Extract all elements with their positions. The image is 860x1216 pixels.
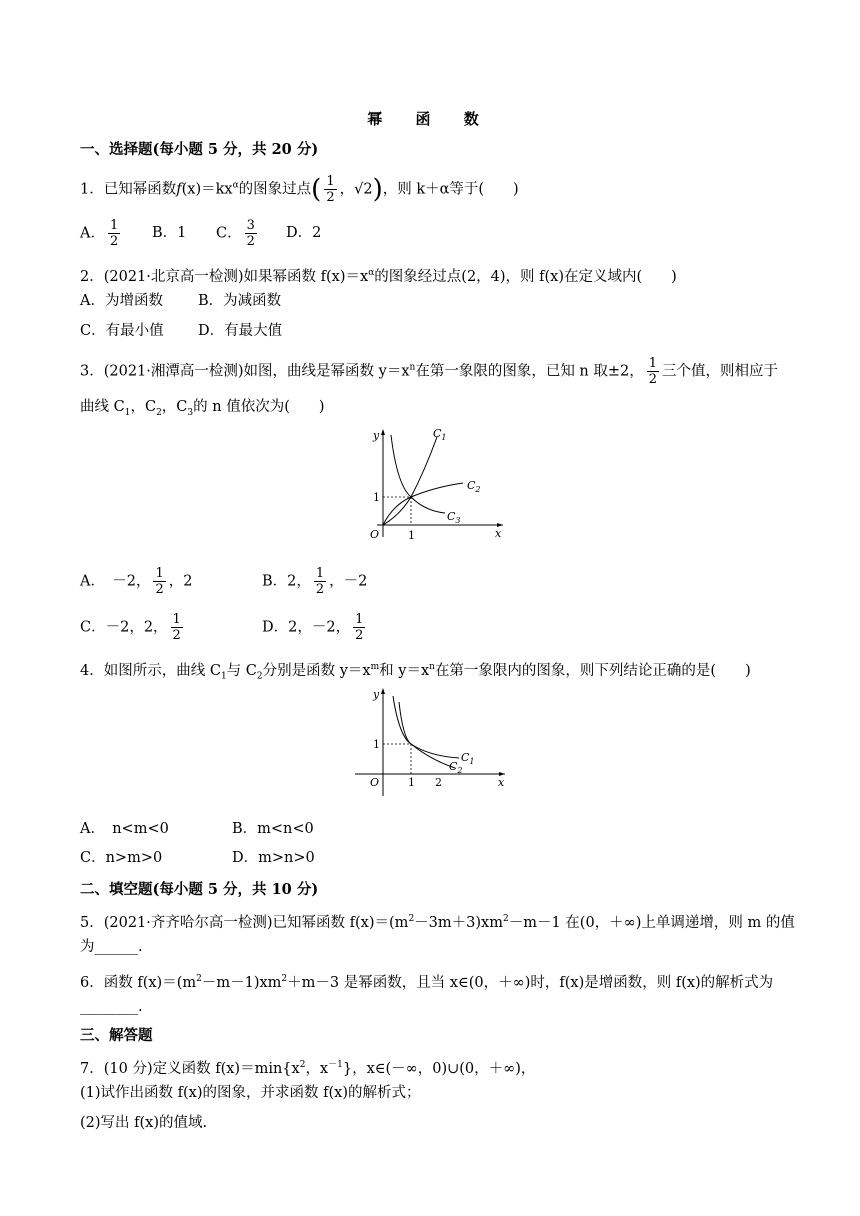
q7-t2: }，x∈(－∞，0)∪(0，＋∞)， — [342, 1060, 536, 1077]
q4-t3: 分别是函数 y＝x — [262, 662, 371, 679]
c2-sub: 2 — [457, 766, 463, 775]
right-bracket: ) — [372, 174, 383, 205]
q4-text: 4．如图所示，曲线 C — [80, 662, 221, 679]
tick-x-1: 1 — [408, 776, 415, 789]
question-7-part2: (2)写出 f(x)的值域. — [80, 1115, 208, 1131]
q3-fraction — [647, 356, 659, 387]
q1-option-c — [216, 218, 260, 249]
c1: C — [433, 427, 442, 440]
y-label: y — [373, 429, 380, 442]
q3-l2-post: 的 n 值依次为( ) — [193, 399, 325, 415]
sup: 2 — [502, 914, 509, 924]
question-4 — [80, 656, 751, 688]
q5-t2: －m－1 在(0，＋∞)上单调递增，则 m 的值 — [508, 914, 795, 931]
q1-mid: (x)＝kx — [181, 181, 233, 198]
q2-exp: α — [368, 268, 375, 278]
option-fraction — [245, 218, 257, 249]
frac-den: 2 — [315, 582, 325, 597]
question-6 — [80, 968, 773, 994]
q6-t2: ＋m－3 是幂函数，且当 x∈(0，＋∞)时，f(x)是增函数，则 f(x)的解析式为 — [287, 974, 774, 991]
sub: 1 — [220, 671, 227, 682]
frac-num: 1 — [172, 612, 181, 627]
q1-exp: α — [232, 180, 239, 191]
y-arrow — [381, 688, 385, 694]
q2-text: 2．(2021·北京高一检测)如果幂函数 f(x)＝x — [80, 268, 369, 285]
q1-sqrt: √2 — [354, 181, 373, 198]
section-heading-fill: 二、填空题(每小题 5 分，共 10 分) — [80, 881, 319, 898]
c2: C — [467, 479, 476, 492]
origin-label: O — [370, 528, 380, 541]
option-label: A． — [80, 225, 105, 242]
tick-y-1: 1 — [373, 738, 380, 751]
opt-frac — [314, 566, 326, 597]
y-label: y — [373, 688, 380, 701]
question-7 — [80, 1054, 535, 1080]
q3-option-c — [80, 612, 186, 643]
sup: n — [429, 662, 435, 672]
q2-option-c: C．有最小值 — [80, 323, 164, 339]
frac-num: 1 — [315, 566, 325, 581]
sub: 3 — [187, 407, 194, 418]
q2-option-a: A．为增函数 — [80, 293, 163, 309]
sup: 2 — [196, 974, 202, 984]
q1-option-d: D．2 — [286, 225, 322, 241]
q7-text: 7．(10 分)定义函数 f(x)＝min{x — [80, 1060, 300, 1077]
q4-graph — [355, 684, 510, 800]
q1-point-fraction — [324, 174, 336, 205]
sup: m — [370, 662, 380, 672]
opt-pre: D．2，－2， — [262, 619, 351, 636]
q3-mid: 在第一象限的图象，已知 n 取±2， — [415, 363, 644, 380]
x-label: x — [495, 527, 502, 540]
section-heading-choice: 一、选择题(每小题 5 分，共 20 分) — [80, 141, 319, 158]
q6-t1: －m－1)xm — [201, 974, 282, 991]
q5-text: 5．(2021·齐齐哈尔高一检测)已知幂函数 f(x)＝(m — [80, 914, 409, 931]
sup: 2 — [299, 1060, 306, 1070]
q5-t1: －3m＋3)xm — [414, 914, 503, 931]
opt-post: ，2 — [168, 573, 193, 590]
q3-exp: n — [409, 362, 416, 373]
frac-num: 1 — [109, 218, 119, 233]
sub: 2 — [256, 671, 263, 682]
sub: 1 — [124, 407, 131, 418]
q2-text-post: 的图象经过点(2，4)，则 f(x)在定义域内( ) — [374, 268, 677, 285]
frac-den: 2 — [326, 190, 335, 205]
q3-option-b — [262, 566, 367, 597]
q1-comma: ， — [339, 181, 355, 198]
c3: C — [447, 510, 456, 523]
q1-mid2: 的图象过点 — [238, 181, 312, 198]
option-label: C． — [216, 225, 242, 242]
q1-option-a — [80, 218, 123, 249]
q2-option-b: B．为减函数 — [198, 293, 282, 309]
c2: C — [449, 760, 458, 773]
q4-option-a: A． n<m<0 — [80, 821, 169, 837]
q1-f: f — [176, 181, 182, 198]
q3-c: ，C — [130, 399, 157, 415]
q1-text: 1．已知幂函数 — [80, 181, 177, 198]
q4-option-b: B．m<n<0 — [232, 821, 314, 837]
opt-pre: A． －2， — [80, 573, 151, 590]
question-2 — [80, 262, 677, 288]
q7-t1: ，x — [305, 1060, 329, 1077]
tick-x-1: 1 — [408, 529, 415, 542]
question-1 — [80, 174, 519, 205]
question-7-part1: (1)试作出函数 f(x)的图象，并求函数 f(x)的解析式； — [80, 1085, 421, 1101]
c1: C — [461, 751, 470, 764]
q3-graph — [355, 425, 505, 543]
frac-num: 1 — [355, 612, 364, 627]
tick-x-2: 2 — [435, 776, 442, 789]
option-fraction — [108, 218, 120, 249]
sup: －1 — [328, 1060, 343, 1070]
q3-c2: ，C — [161, 399, 188, 415]
question-5 — [80, 908, 795, 934]
c1-sub: 1 — [441, 433, 447, 442]
q4-t5: 在第一象限内的图象，则下列结论正确的是( ) — [434, 662, 751, 679]
q6-text: 6．函数 f(x)＝(m — [80, 974, 197, 991]
frac-num: 3 — [246, 218, 255, 233]
q4-option-c: C．n>m>0 — [80, 850, 163, 866]
sub: 2 — [156, 407, 162, 418]
page-title: 幂 函 数 — [367, 110, 493, 128]
x-label: x — [498, 776, 505, 789]
opt-frac — [171, 612, 183, 643]
q4-option-d: D．m>n>0 — [232, 850, 315, 866]
q3-l2: 曲线 C — [80, 399, 125, 415]
q4-t4: 和 y＝x — [379, 662, 430, 679]
c2-sub: 2 — [475, 485, 481, 494]
q1-post: ，则 k＋α等于( ) — [382, 181, 519, 198]
tick-y-1: 1 — [373, 491, 380, 504]
question-3 — [80, 356, 778, 387]
q3-text: 3．(2021·湘潭高一检测)如图，曲线是幂函数 y＝x — [80, 363, 410, 380]
y-arrow — [381, 429, 385, 435]
c1-sub: 1 — [469, 757, 475, 766]
q3-post: 三个值，则相应于 — [662, 363, 779, 380]
question-6-line2: ________. — [80, 999, 143, 1015]
q3-option-a — [80, 566, 192, 597]
frac-num: 1 — [326, 174, 335, 189]
label-c2 — [467, 479, 481, 494]
frac-den: 2 — [155, 582, 164, 597]
q3-option-d — [262, 612, 368, 643]
section-heading-answer: 三、解答题 — [80, 1027, 153, 1044]
question-3-line2 — [80, 396, 325, 424]
sup: 2 — [281, 974, 288, 984]
sup: 2 — [408, 914, 415, 924]
curve-c3 — [391, 435, 445, 513]
frac-den: 2 — [355, 628, 364, 643]
opt-pre: B．2， — [262, 573, 311, 590]
frac-den: 2 — [246, 234, 255, 249]
opt-post: ，－2 — [329, 573, 368, 590]
curve-c2 — [399, 702, 455, 768]
left-bracket: ( — [311, 174, 322, 205]
q2-option-d: D．有最大值 — [198, 323, 283, 339]
origin-label: O — [370, 776, 380, 789]
frac-den: 2 — [109, 234, 119, 249]
opt-frac — [353, 612, 365, 643]
frac-num: 1 — [648, 356, 658, 371]
opt-frac — [153, 566, 165, 597]
opt-pre: C．－2，2， — [80, 619, 168, 636]
q4-t2: 与 C — [226, 662, 257, 679]
c3-sub: 3 — [455, 516, 461, 525]
frac-num: 1 — [155, 566, 164, 581]
label-c1 — [461, 751, 475, 766]
q1-option-b: B．1 — [152, 225, 187, 241]
question-5-line2: 为______. — [80, 939, 143, 955]
label-c3 — [447, 510, 461, 525]
frac-den: 2 — [648, 372, 658, 387]
frac-den: 2 — [172, 628, 181, 643]
label-c1 — [433, 427, 447, 442]
